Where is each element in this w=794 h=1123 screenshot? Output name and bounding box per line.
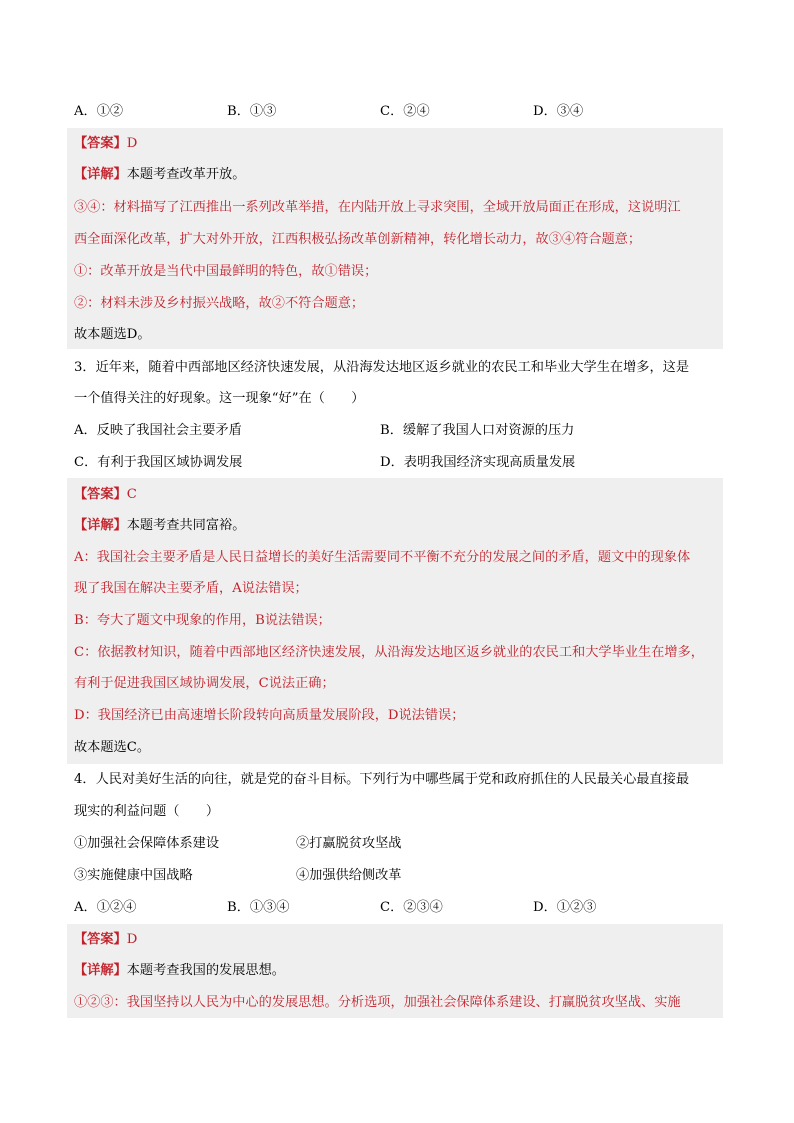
detail-tag: 【详解】 bbox=[74, 167, 127, 182]
q3-explain-line: C：依据教材知识，随着中西部地区经济快速发展，从沿海发达地区返乡就业的农民工和大学毕业生在增多， bbox=[74, 645, 704, 660]
q2-explain-line: ①：改革开放是当代中国最鲜明的特色，故①错误； bbox=[74, 264, 378, 279]
q2-answer: D bbox=[126, 136, 138, 151]
q3-stem-line: 3．近年来，随着中西部地区经济快速发展，从沿海发达地区返乡就业的农民工和毕业大学生在增多，这是 bbox=[74, 360, 690, 375]
q2-answer-line bbox=[74, 128, 720, 159]
q3-explain-line: A：我国社会主要矛盾是人民日益增长的美好生活需要同不平衡不充分的发展之间的矛盾，题文中的现象体 bbox=[74, 550, 691, 565]
q2-option-a: A．①② bbox=[74, 104, 124, 119]
q2-detail-intro: 本题考查改革开放。 bbox=[126, 167, 246, 182]
q4-stem-line: 现实的利益问题（ ） bbox=[74, 804, 220, 819]
q2-option-b: B．①③ bbox=[227, 104, 277, 119]
q4-item-3: ③实施健康中国战略 bbox=[74, 868, 193, 883]
q4-option-a: A．①②④ bbox=[74, 900, 137, 915]
q2-detail-line bbox=[74, 159, 720, 190]
q4-stem-line: 4．人民对美好生活的向往，就是党的奋斗目标。下列行为中哪些属于党和政府抓住的人民最关心最直接最 bbox=[74, 772, 690, 787]
q4-option-d: D．①②③ bbox=[533, 900, 597, 915]
q4-option-b: B．①③④ bbox=[227, 900, 290, 915]
q3-explain-line: 有利于促进我国区域协调发展，C说法正确； bbox=[74, 676, 335, 691]
q3-explain-line: B：夸大了题文中现象的作用，B说法错误； bbox=[74, 613, 331, 628]
q3-detail-intro: 本题考查共同富裕。 bbox=[126, 518, 246, 533]
q4-items-row bbox=[74, 860, 720, 891]
q3-detail-line bbox=[74, 510, 720, 541]
q2-explain-line: ②：材料未涉及乡村振兴战略，故②不符合题意； bbox=[74, 296, 365, 311]
q2-option-d: D．③④ bbox=[533, 104, 584, 119]
q4-options bbox=[74, 892, 720, 923]
q2-explain-line: 西全面深化改革，扩大对外开放，江西积极弘扬改革创新精神，转化增长动力，故③④符合题意； bbox=[74, 232, 642, 247]
detail-tag: 【详解】 bbox=[74, 963, 127, 978]
q3-option-c: C．有利于我国区域协调发展 bbox=[74, 455, 243, 470]
q4-detail-line bbox=[74, 955, 720, 986]
q4-explain-line: ①②③：我国坚持以人民为中心的发展思想。分析选项，加强社会保障体系建设、打赢脱贫攻坚战、实施 bbox=[74, 995, 681, 1010]
q3-explain-line: D：我国经济已由高速增长阶段转向高质量发展阶段，D说法错误； bbox=[74, 708, 465, 723]
answer-tag: 【答案】 bbox=[74, 487, 127, 502]
q4-item-2: ②打赢脱贫攻坚战 bbox=[296, 836, 402, 851]
q3-explain-line: 现了我国在解决主要矛盾，A说法错误； bbox=[74, 581, 308, 596]
q3-options-row bbox=[74, 415, 720, 446]
q4-answer: D bbox=[126, 932, 138, 947]
q3-option-a: A．反映了我国社会主要矛盾 bbox=[74, 423, 242, 438]
q3-answer-line bbox=[74, 479, 720, 510]
answer-tag: 【答案】 bbox=[74, 932, 127, 947]
q4-detail-intro: 本题考查我国的发展思想。 bbox=[126, 963, 285, 978]
q4-items-row bbox=[74, 828, 720, 859]
q4-item-4: ④加强供给侧改革 bbox=[296, 868, 402, 883]
q2-options bbox=[74, 96, 720, 127]
q4-option-c: C．②③④ bbox=[380, 900, 443, 915]
q4-answer-line bbox=[74, 924, 720, 955]
detail-tag: 【详解】 bbox=[74, 518, 127, 533]
q3-conclusion: 故本题选C。 bbox=[74, 740, 151, 755]
q3-answer: C bbox=[126, 487, 137, 502]
answer-tag: 【答案】 bbox=[74, 136, 127, 151]
q3-option-d: D．表明我国经济实现高质量发展 bbox=[380, 455, 576, 470]
q3-stem-line: 一个值得关注的好现象。这一现象“好”在（ ） bbox=[74, 391, 365, 406]
q2-conclusion: 故本题选D。 bbox=[74, 327, 151, 342]
q2-explain-line: ③④：材料描写了江西推出一系列改革举措，在内陆开放上寻求突围，全域开放局面正在形成，这说明江 bbox=[74, 200, 681, 215]
q4-item-1: ①加强社会保障体系建设 bbox=[74, 836, 220, 851]
q3-options-row bbox=[74, 447, 720, 478]
q2-option-c: C．②④ bbox=[380, 104, 430, 119]
q3-option-b: B．缓解了我国人口对资源的压力 bbox=[380, 423, 575, 438]
